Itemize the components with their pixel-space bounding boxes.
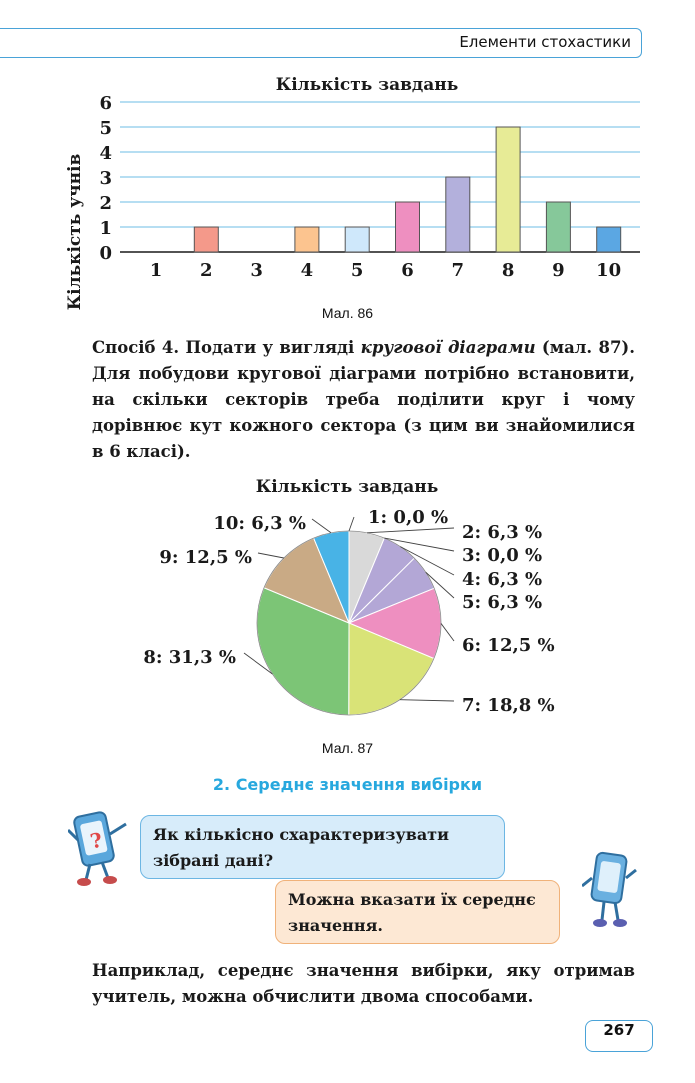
pie-chart-title: Кількість завдань (255, 477, 439, 497)
bar-x-tick-label: 9 (552, 260, 565, 281)
pie-slice-label: 10: 6,3 % (213, 513, 306, 534)
pie-slice-label: 1: 0,0 % (368, 507, 449, 528)
bar (345, 227, 369, 252)
header-title: Елементи стохастики (459, 33, 631, 51)
bar-x-tick-label: 10 (596, 260, 622, 281)
page-number: 267 (585, 1020, 653, 1052)
pie-slice-label: 7: 18,8 % (462, 695, 555, 716)
question-text: Як кількісно схарактеризувати зібрані дані? (153, 825, 449, 870)
pie-slice-label: 2: 6,3 % (462, 522, 543, 543)
bar (194, 227, 218, 252)
pie-leader-line (367, 528, 454, 533)
bar (546, 202, 570, 252)
bar-x-tick-label: 2 (200, 260, 213, 281)
pie-chart-caption: Мал. 87 (321, 740, 374, 756)
pie-slice-label: 5: 6,3 % (462, 592, 543, 613)
pie-leader-line (349, 517, 354, 531)
bar-x-tick-label: 5 (350, 260, 364, 281)
method-4-label: Спосіб 4. (92, 338, 180, 357)
method-4-paragraph (92, 335, 635, 465)
pie-leader-line (258, 553, 284, 558)
bar-chart-caption: Мал. 86 (321, 305, 374, 321)
pie-slice-label: 4: 6,3 % (462, 569, 543, 590)
pie-slice-label: 8: 31,3 % (143, 647, 236, 668)
pie-leader-line (400, 700, 454, 701)
bar-y-tick-label: 1 (99, 218, 112, 239)
example-paragraph: Наприклад, середнє значення вибірки, яку отримав учитель, можна обчислити двома способами. (92, 961, 635, 1006)
section-title: 2. Середнє значення вибірки (212, 775, 483, 794)
bar-y-tick-label: 5 (99, 118, 112, 139)
bar-y-tick-label: 6 (99, 93, 112, 114)
phone-character-right-icon (582, 848, 642, 933)
bar-x-tick-label: 4 (300, 260, 314, 281)
bar-chart-ylabel: Кількість учнів (65, 153, 85, 311)
pie-slice-label: 3: 0,0 % (462, 545, 543, 566)
bar (295, 227, 319, 252)
bar-x-tick-label: 3 (250, 260, 263, 281)
bar (496, 127, 520, 252)
pie-slice-label: 9: 12,5 % (159, 547, 252, 568)
bar (446, 177, 470, 252)
svg-text:?: ? (88, 827, 105, 854)
bar-chart-title: Кількість завдань (275, 75, 459, 95)
phone-character-left-icon (68, 800, 138, 890)
answer-text: Можна вказати їх середнє значення. (288, 890, 536, 935)
bar-y-tick-label: 2 (99, 193, 112, 214)
pie-leader-line (441, 623, 454, 641)
question-bubble (140, 815, 505, 879)
bar (396, 202, 420, 252)
bar-x-tick-label: 1 (149, 260, 163, 281)
bar (597, 227, 621, 252)
bar-x-tick-label: 8 (501, 260, 515, 281)
bar-y-tick-label: 0 (99, 243, 112, 264)
bar-x-tick-label: 6 (401, 260, 414, 281)
method-4-text-1: Подати у вигляді (179, 338, 361, 357)
page-header (0, 28, 642, 58)
pie-slice-label: 6: 12,5 % (462, 635, 555, 656)
bar-x-tick-label: 7 (451, 260, 465, 281)
method-4-text-2: (мал. 87). Для побудови кругової діаграми потрібно встановити, на скільки секторів треба поділити круг і чому дорівнює кут кожного сектора (з цим ви знайомилися в 6 класі). (92, 338, 635, 461)
bar-y-tick-label: 4 (99, 143, 112, 164)
pie-leader-line (312, 519, 331, 533)
pie-chart (0, 465, 695, 725)
method-4-italic: кругової діаграми (360, 338, 536, 357)
answer-bubble (275, 880, 560, 944)
bar-y-tick-label: 3 (99, 168, 112, 189)
